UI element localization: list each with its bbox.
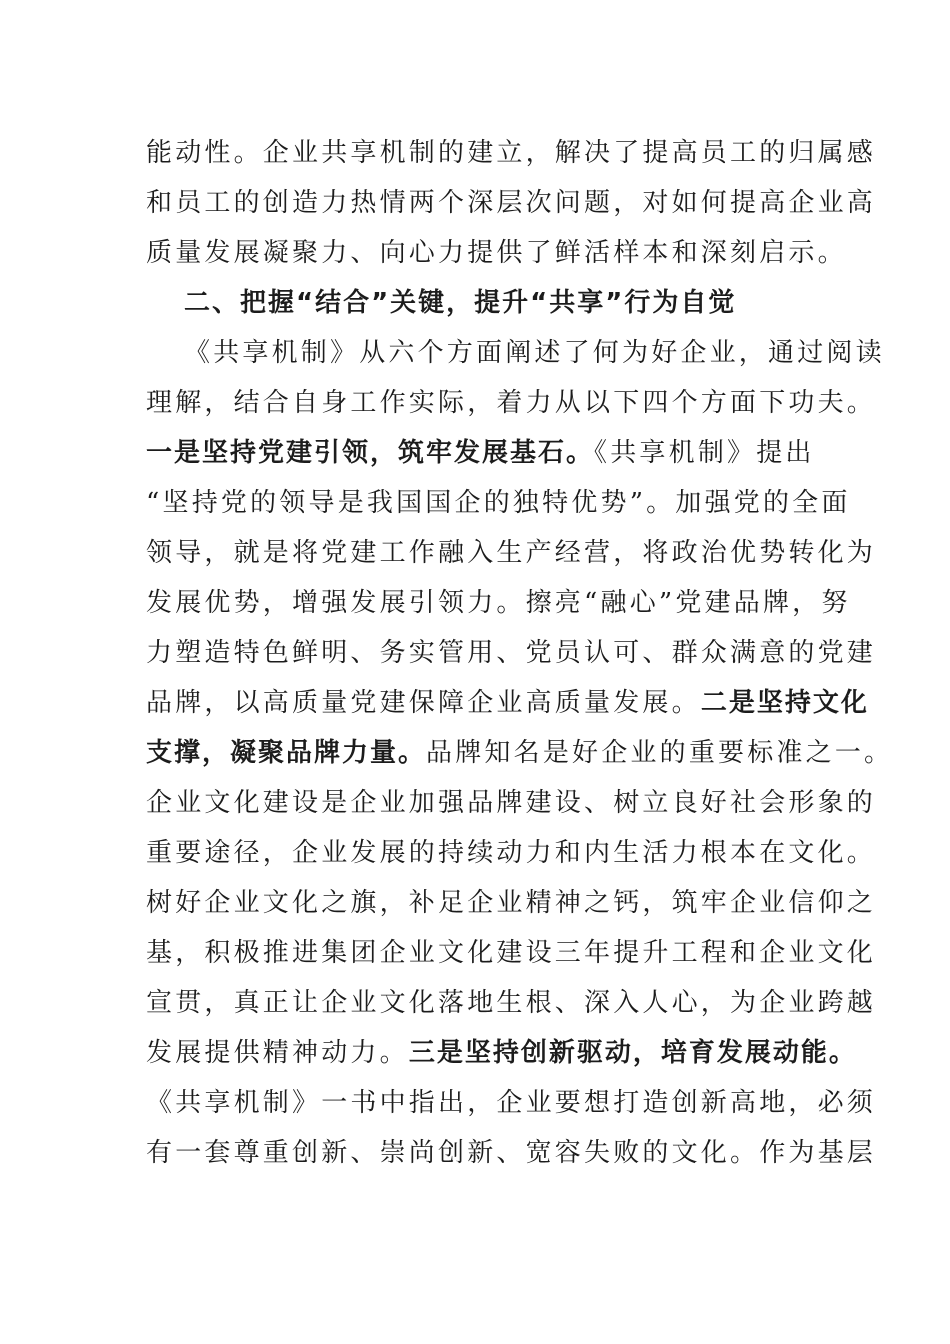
text-line — [146, 878, 877, 928]
text-line — [146, 378, 877, 428]
point-heading-2-start: 二是坚持文化 — [700, 688, 869, 718]
text-run: 企业文化建设是企业加强品牌建设、树立良好社会形象的 — [146, 788, 877, 818]
text-run: 树好企业文化之旗，补足企业精神之钙，筑牢企业信仰之 — [146, 888, 877, 918]
text-run: 重要途径，企业发展的持续动力和内生活力根本在文化。 — [146, 838, 877, 868]
text-line — [146, 828, 877, 878]
text-run: 《共享机制》一书中指出，企业要想打造创新高地，必须 — [146, 1088, 877, 1118]
text-line — [146, 628, 877, 678]
point-heading-1: 一是坚持党建引领，筑牢发展基石。 — [146, 438, 595, 468]
text-run: 力塑造特色鲜明、务实管用、党员认可、群众满意的党建 — [146, 638, 877, 668]
text-line — [146, 1078, 877, 1128]
text-line — [146, 528, 877, 578]
text-line — [146, 1028, 857, 1078]
text-run: 理解，结合自身工作实际，着力从以下四个方面下功夫。 — [146, 388, 877, 418]
text-line — [146, 1128, 877, 1178]
text-line — [146, 128, 877, 178]
text-line — [146, 328, 885, 378]
document-body — [146, 128, 894, 1178]
section-heading — [146, 278, 826, 328]
text-line — [146, 228, 847, 278]
text-run: 品牌，以高质量党建保障企业高质量发展。 — [146, 688, 701, 718]
text-line — [146, 778, 877, 828]
text-line — [146, 428, 826, 478]
text-run: 有一套尊重创新、崇尚创新、宽容失败的文化。作为基层 — [146, 1138, 877, 1168]
text-line — [146, 578, 851, 628]
text-run: 宣贯，真正让企业文化落地生根、深入人心，为企业跨越 — [146, 988, 877, 1018]
text-run: 《共享机制》提出 — [594, 438, 815, 468]
text-line — [146, 728, 894, 778]
text-line — [146, 928, 877, 978]
text-run: 发展提供精神动力。 — [146, 1038, 409, 1068]
section-heading-text: 二、把握“结合”关键，提升“共享”行为自觉 — [184, 288, 737, 318]
text-line — [146, 478, 851, 528]
text-line — [146, 178, 877, 228]
text-line — [146, 978, 877, 1028]
text-run: 质量发展凝聚力、向心力提供了鲜活样本和深刻启示。 — [146, 238, 847, 268]
text-run: 品牌知名是好企业的重要标准之一。 — [426, 738, 894, 768]
text-run: 《共享机制》从六个方面阐述了何为好企业，通过阅读 — [184, 338, 885, 368]
text-run: 领导，就是将党建工作融入生产经营，将政治优势转化为 — [146, 538, 877, 568]
text-run: 能动性。企业共享机制的建立，解决了提高员工的归属感 — [146, 138, 877, 168]
text-line — [146, 678, 869, 728]
point-heading-2-end: 支撑，凝聚品牌力量。 — [146, 738, 427, 768]
text-run: 和员工的创造力热情两个深层次问题，对如何提高企业高 — [146, 188, 877, 218]
text-run: 发展优势，增强发展引领力。擦亮“融心”党建品牌，努 — [146, 588, 851, 618]
point-heading-3: 三是坚持创新驱动，培育发展动能。 — [408, 1038, 857, 1068]
text-run: 基，积极推进集团企业文化建设三年提升工程和企业文化 — [146, 938, 877, 968]
text-run: “坚持党的领导是我国国企的独特优势”。加强党的全面 — [146, 488, 851, 518]
